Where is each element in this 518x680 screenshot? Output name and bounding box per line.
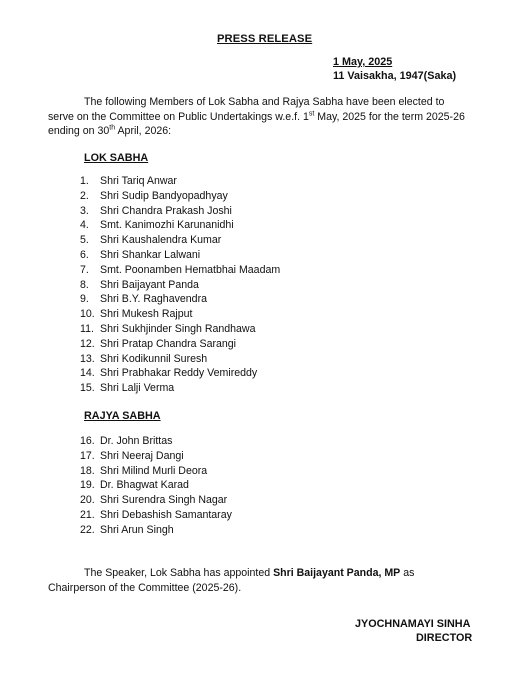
lok-sabha-member-list [80, 174, 280, 396]
list-item: 5. Shri Kaushalendra Kumar [80, 234, 222, 247]
list-item: 16. Dr. John Brittas [80, 435, 173, 447]
list-item: 2. Shri Sudip Bandyopadhyay [80, 189, 228, 202]
list-item: 17. Shri Neeraj Dangi [80, 449, 184, 462]
rajya-sabha-member-list [80, 434, 232, 538]
list-item: 22. Shri Arun Singh [80, 523, 174, 536]
list-item: 7. Smt. Poonamben Hematbhai Maadam [80, 263, 281, 276]
rajya-sabha-heading: RAJYA SABHA [84, 410, 161, 422]
list-item: 6. Shri Shankar Lalwani [80, 248, 201, 261]
list-item: 19. Dr. Bhagwat Karad [80, 479, 189, 492]
saka-date: 11 Vaisakha, 1947(Saka) [333, 70, 457, 82]
list-item: 4. Smt. Kanimozhi Karunanidhi [80, 219, 234, 232]
list-item: 12. Shri Pratap Chandra Sarangi [80, 337, 237, 350]
signatory-designation: DIRECTOR [416, 632, 473, 644]
list-item: 14. Shri Prabhakar Reddy Vemireddy [80, 367, 258, 380]
signatory-name: JYOCHNAMAYI SINHA [355, 618, 471, 630]
list-item: 18. Shri Milind Murli Deora [80, 464, 208, 477]
chairperson-name: Shri Baijayant Panda, MP [273, 567, 401, 579]
chairperson-paragraph: The Speaker, Lok Sabha has appointed Shri Baijayant Panda, MP as Chairperson of the Committee (2025-26). [48, 567, 415, 594]
document-title: PRESS RELEASE [217, 33, 313, 45]
list-item: 9. Shri B.Y. Raghavendra [80, 293, 207, 306]
list-item: 1. Shri Tariq Anwar [80, 175, 177, 187]
intro-paragraph: The following Members of Lok Sabha and Rajya Sabha have been elected to serve on the Committee on Public Undertakings w.e.f. 1st May, 2025 for the term 2025-26 ending on 30th April, 2026: [48, 96, 465, 138]
list-item: 15. Shri Lalji Verma [80, 382, 175, 395]
list-item: 13. Shri Kodikunnil Suresh [80, 352, 208, 365]
list-item: 21. Shri Debashish Samantaray [80, 508, 232, 521]
list-item: 3. Shri Chandra Prakash Joshi [80, 204, 232, 217]
list-item: 11. Shri Sukhjinder Singh Randhawa [80, 322, 256, 335]
list-item: 20. Shri Surendra Singh Nagar [80, 494, 228, 507]
list-item: 8. Shri Baijayant Panda [80, 278, 199, 291]
lok-sabha-heading: LOK SABHA [84, 152, 149, 164]
release-date: 1 May, 2025 [333, 56, 393, 68]
list-item: 10. Shri Mukesh Rajput [80, 308, 193, 321]
